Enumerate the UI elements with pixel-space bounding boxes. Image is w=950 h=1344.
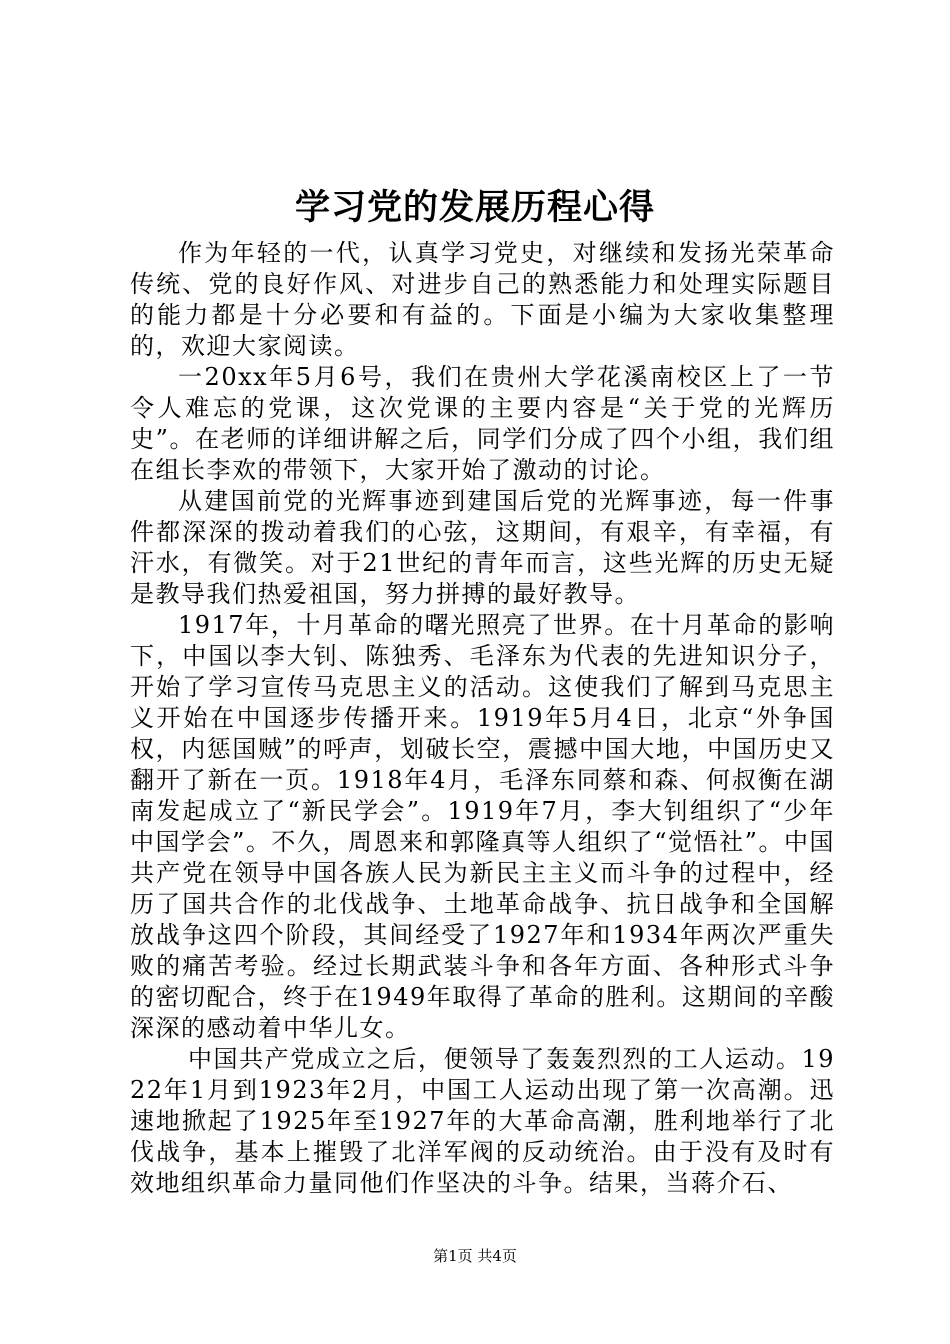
page-footer: 第1页 共4页 (433, 1247, 517, 1265)
paragraph-intro: 作为年轻的一代，认真学习党史，对继续和发扬光荣革命传统、党的良好作风、对进步自己的熟悉能力和处理实际题目的能力都是十分必要和有益的。下面是小编为大家收集整理的，欢迎大家阅读。 (130, 239, 835, 360)
paragraph-october-revolution: 1917年，十月革命的曙光照亮了世界。在十月革命的影响下，中国以李大钊、陈独秀、毛泽东为代表的先进知识分子，开始了学习宣传马克思主义的活动。这使我们了解到马克思主义开始在中国逐步传播开来。1919年5月4日，北京“外争国权，内惩国贼”的呼声，划破长空，震撼中国大地，中国历史又翻开了新在一页。1918年4月，毛泽东同蔡和森、何叔衡在湖南发起成立了“新民学会”。1919年7月，李大钊组织了“少年中国学会”。不久，周恩来和郭隆真等人组织了“觉悟社”。中国共产党在领导中国各族人民为新民主主义而斗争的过程中，经历了国共合作的北伐战争、土地革命战争、抗日战争和全国解放战争这四个阶段，其间经受了1927年和1934年两次严重失败的痛苦考验。经过长期武装斗争和各年方面、各种形式斗争的密切配合，终于在1949年取得了革命的胜利。这期间的辛酸深深的感动着中华儿女。 (130, 611, 835, 1042)
paragraph-workers-movement: 中国共产党成立之后，便领导了轰轰烈烈的工人运动。1922年1月到1923年2月，中国工人运动出现了第一次高潮。迅速地掀起了1925年至1927年的大革命高潮，胜利地举行了北伐战争，基本上摧毁了北洋军阀的反动统治。由于没有及时有效地组织革命力量同他们作坚决的斗争。结果，当蒋介石、 (130, 1045, 835, 1197)
paragraph-glorious-history: 从建国前党的光辉事迹到建国后党的光辉事迹，每一件事件都深深的拨动着我们的心弦，这期间，有艰辛，有幸福，有汗水，有微笑。对于21世纪的青年而言，这些光辉的历史无疑是教导我们热爱祖国，努力拼搏的最好教导。 (130, 487, 835, 608)
document-body (130, 238, 835, 1199)
paragraph-party-class: 一20xx年5月6号，我们在贵州大学花溪南校区上了一节令人难忘的党课，这次党课的主要内容是“关于党的光辉历史”。在老师的详细讲解之后，同学们分成了四个小组，我们组在组长李欢的带领下，大家开始了激动的讨论。 (130, 363, 835, 484)
page-title: 学习党的发展历程心得 (294, 187, 655, 228)
